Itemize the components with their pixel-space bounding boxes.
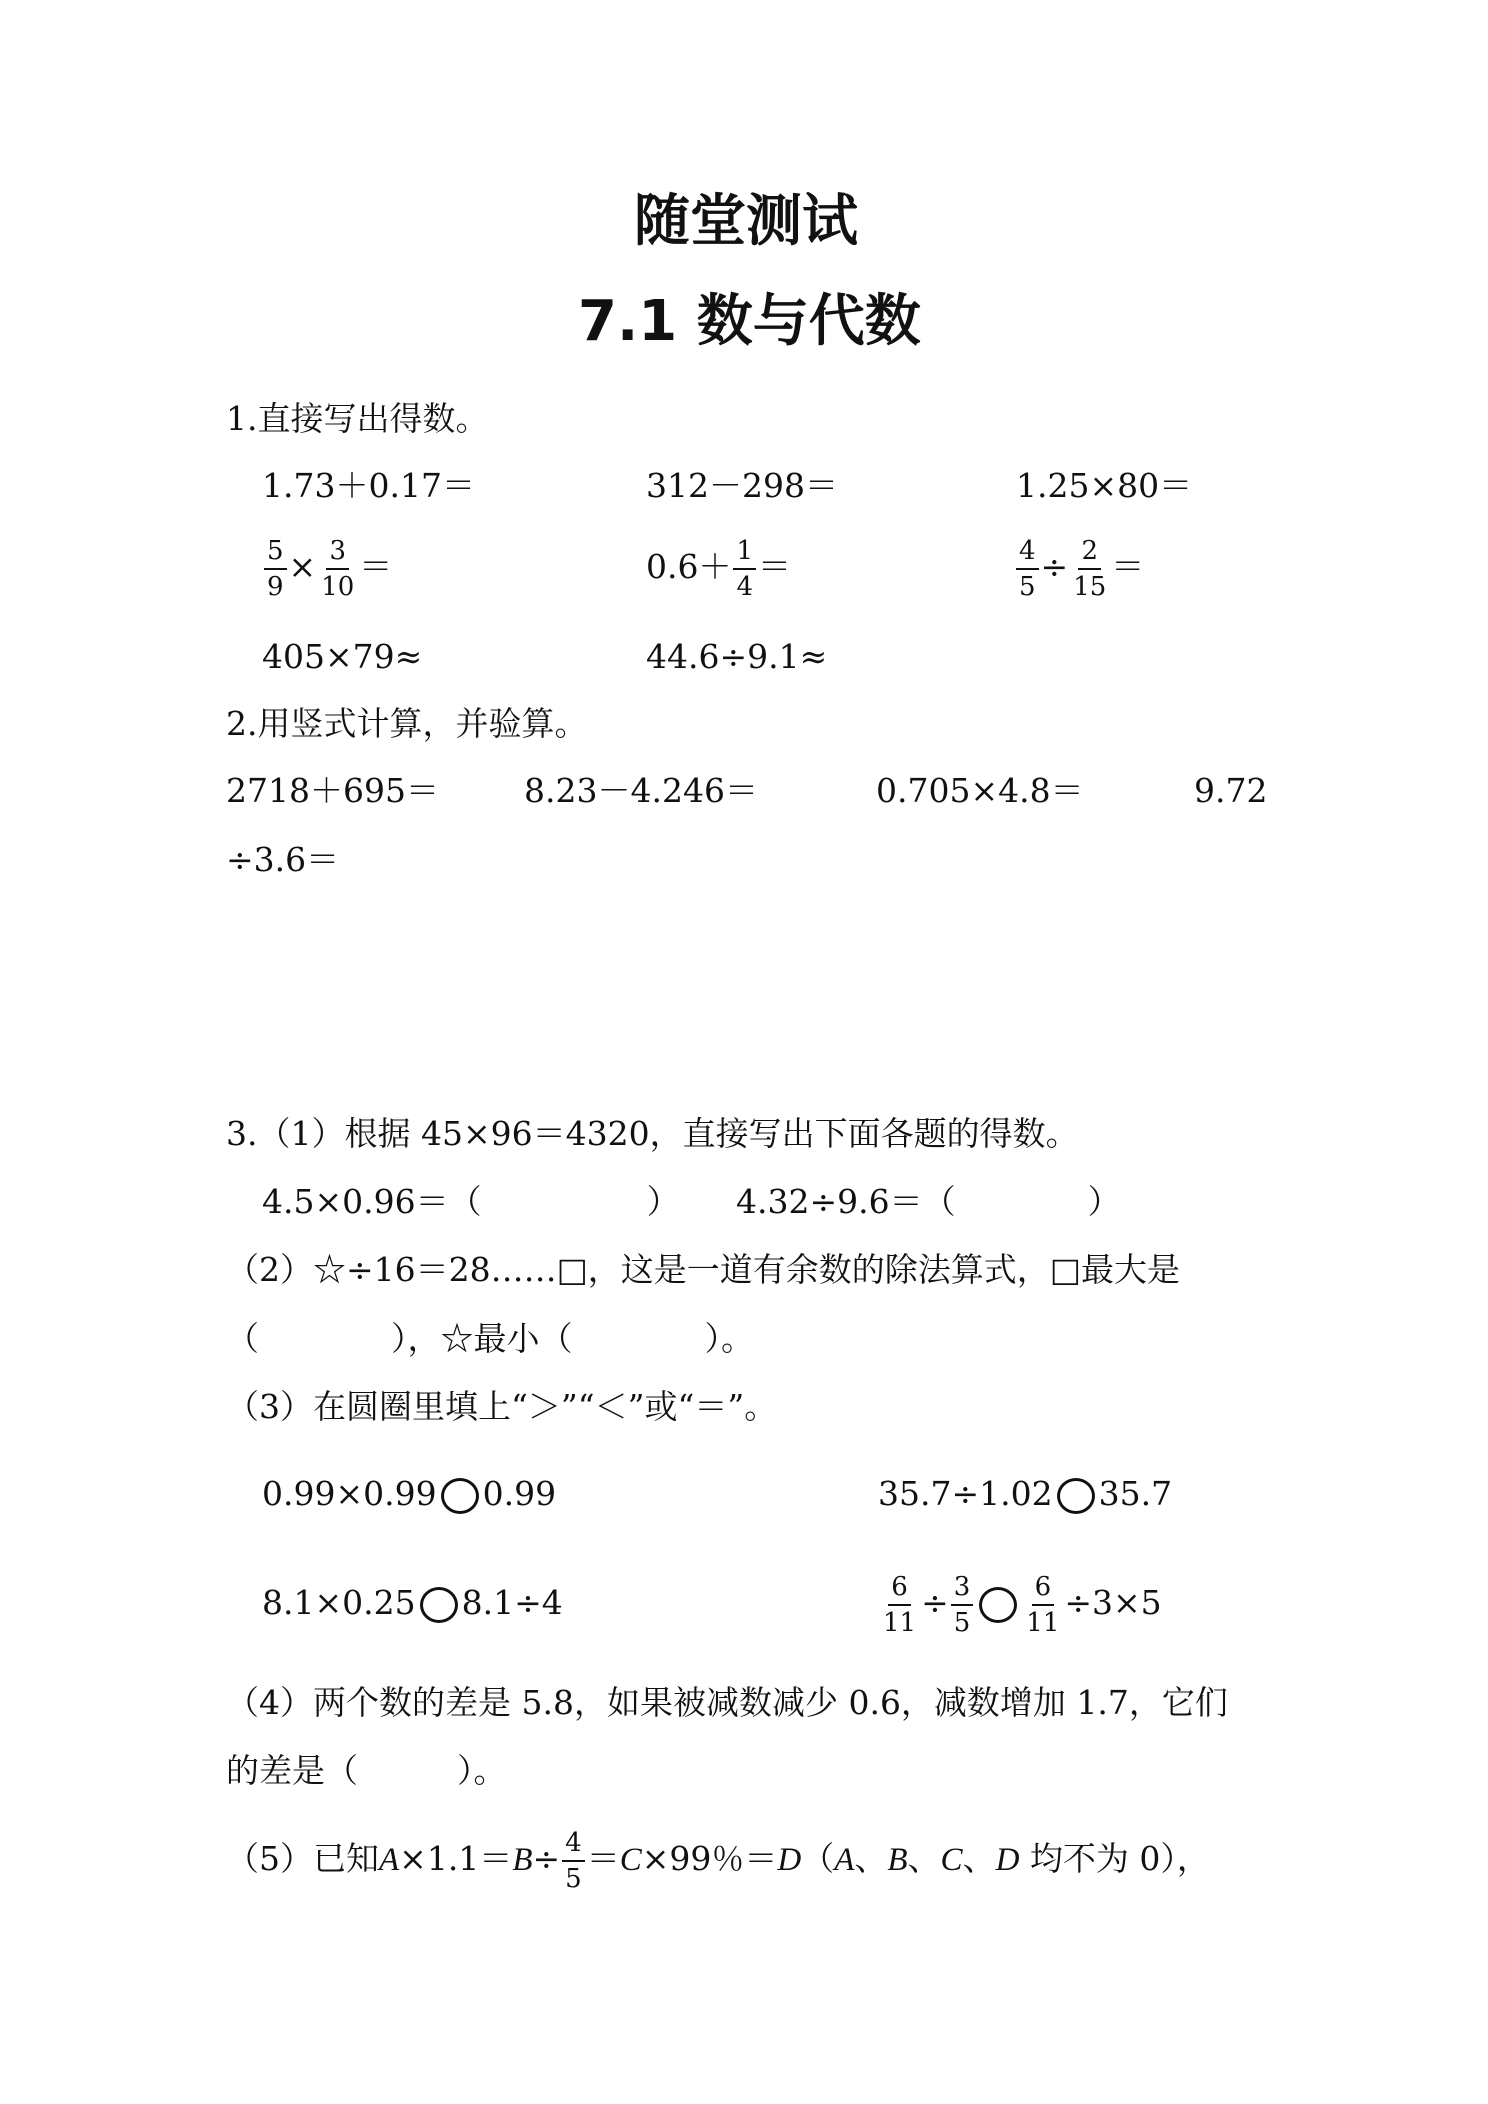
q3-p2-line2: （ ），☆最小（ ）。: [226, 1319, 754, 1358]
p5-expr: ×99％＝: [641, 1839, 778, 1878]
numerator: 2: [1078, 536, 1101, 570]
expr-prefix: 0.6＋: [646, 547, 732, 586]
p5-expr: 、: [854, 1839, 888, 1878]
q3-p1-b: 4.32÷9.6＝（ ）: [736, 1182, 1121, 1221]
compare-left: 8.1×0.25: [262, 1583, 416, 1622]
denominator: 11: [1026, 1608, 1060, 1638]
fraction: [1023, 1572, 1062, 1638]
q1-r2-a: [262, 536, 392, 602]
fraction: [880, 1572, 919, 1638]
fraction: [318, 536, 357, 602]
var-a: A: [834, 1842, 855, 1878]
denominator: 5: [565, 1864, 582, 1894]
q1-r1-a: 1.73＋0.17＝: [262, 466, 475, 505]
var-d: D: [995, 1842, 1020, 1878]
denominator: 4: [736, 572, 754, 602]
compare-left: 0.99×0.99: [262, 1474, 437, 1513]
compare-c: [262, 1583, 563, 1623]
var-c: C: [619, 1842, 642, 1878]
q1-r3-b: 44.6÷9.1≈: [646, 637, 828, 676]
q1-r3-a: 405×79≈: [262, 637, 423, 676]
operator: ÷: [1040, 547, 1069, 586]
compare-right: 8.1÷4: [461, 1583, 563, 1622]
compare-b: [878, 1474, 1172, 1514]
q3-p4-line1: （4）两个数的差是 5.8，如果被减数减少 0.6，减数增加 1.7，它们: [226, 1683, 1228, 1722]
q1-r2-b: [646, 536, 791, 602]
p5-prefix: （5）已知: [226, 1839, 379, 1878]
numerator: 3: [951, 1572, 974, 1606]
var-b: B: [512, 1842, 533, 1878]
numerator: 1: [733, 536, 756, 570]
operator: ÷: [921, 1583, 949, 1622]
fraction: [951, 1572, 974, 1638]
q2-item-2: 8.23－4.246＝: [524, 771, 758, 810]
q3-p1-a: 4.5×0.96＝（ ）: [262, 1182, 680, 1221]
fraction: [562, 1828, 585, 1894]
q1-r1-c: 1.25×80＝: [1016, 466, 1193, 505]
fraction: [733, 536, 756, 602]
denominator: 10: [321, 572, 355, 602]
equals: ＝: [359, 547, 393, 586]
numerator: 6: [1032, 1572, 1055, 1606]
q1-r1-b: 312－298＝: [646, 466, 838, 505]
operator: ×: [288, 547, 317, 586]
var-b: B: [887, 1842, 908, 1878]
q1-r2-c: [1014, 536, 1144, 602]
p5-expr: ÷: [532, 1839, 561, 1878]
answer-circle[interactable]: [441, 1478, 479, 1514]
p5-expr: 、: [907, 1839, 941, 1878]
var-a: A: [379, 1842, 400, 1878]
q2-item-1: 2718＋695＝: [226, 771, 439, 810]
var-c: C: [940, 1842, 963, 1878]
numerator: 5: [264, 536, 287, 570]
p5-expr: 均不为 0），: [1019, 1839, 1210, 1878]
q3-p2-line1: （2）☆÷16＝28……□，这是一道有余数的除法算式，□最大是: [226, 1250, 1180, 1289]
answer-circle[interactable]: [979, 1587, 1017, 1623]
fraction: [1070, 536, 1109, 602]
q3-p3: （3）在圆圈里填上“＞”“＜”或“＝”。: [226, 1387, 778, 1426]
p5-expr: （: [801, 1839, 835, 1878]
answer-circle[interactable]: [420, 1587, 458, 1623]
denominator: 15: [1073, 572, 1107, 602]
p5-expr: ×1.1＝: [399, 1839, 513, 1878]
page-subtitle: 7.1 数与代数: [578, 289, 921, 354]
numerator: 4: [1016, 536, 1039, 570]
q2-item-3: 0.705×4.8＝: [876, 771, 1084, 810]
denominator: 5: [1019, 572, 1036, 602]
q2-item-4: 9.72: [1194, 771, 1268, 810]
expr-tail: ÷3×5: [1064, 1583, 1162, 1622]
p5-expr: 、: [962, 1839, 996, 1878]
q1-heading: 1.直接写出得数。: [226, 399, 489, 438]
fraction: [264, 536, 287, 602]
q3-p5: [226, 1828, 1210, 1894]
compare-left: 35.7÷1.02: [878, 1474, 1053, 1513]
fraction: [1016, 536, 1039, 602]
equals: ＝: [758, 547, 792, 586]
q3-p4-line2: 的差是（ ）。: [226, 1751, 507, 1790]
denominator: 11: [883, 1608, 917, 1638]
compare-a: [262, 1474, 556, 1514]
compare-d: [878, 1572, 1162, 1638]
q2-item-4-wrap: ÷3.6＝: [226, 840, 340, 879]
numerator: 4: [562, 1828, 585, 1862]
numerator: 3: [326, 536, 349, 570]
answer-circle[interactable]: [1057, 1478, 1095, 1514]
numerator: 6: [888, 1572, 911, 1606]
compare-right: 0.99: [482, 1474, 557, 1513]
q3-heading: 3.（1）根据 45×96＝4320，直接写出下面各题的得数。: [226, 1114, 1079, 1153]
var-d: D: [777, 1842, 802, 1878]
q2-heading: 2.用竖式计算，并验算。: [226, 704, 588, 743]
page-title: 随堂测试: [634, 189, 858, 254]
p5-expr: ＝: [586, 1839, 620, 1878]
denominator: 5: [953, 1608, 971, 1638]
compare-right: 35.7: [1098, 1474, 1173, 1513]
equals: ＝: [1111, 547, 1145, 586]
denominator: 9: [267, 572, 284, 602]
